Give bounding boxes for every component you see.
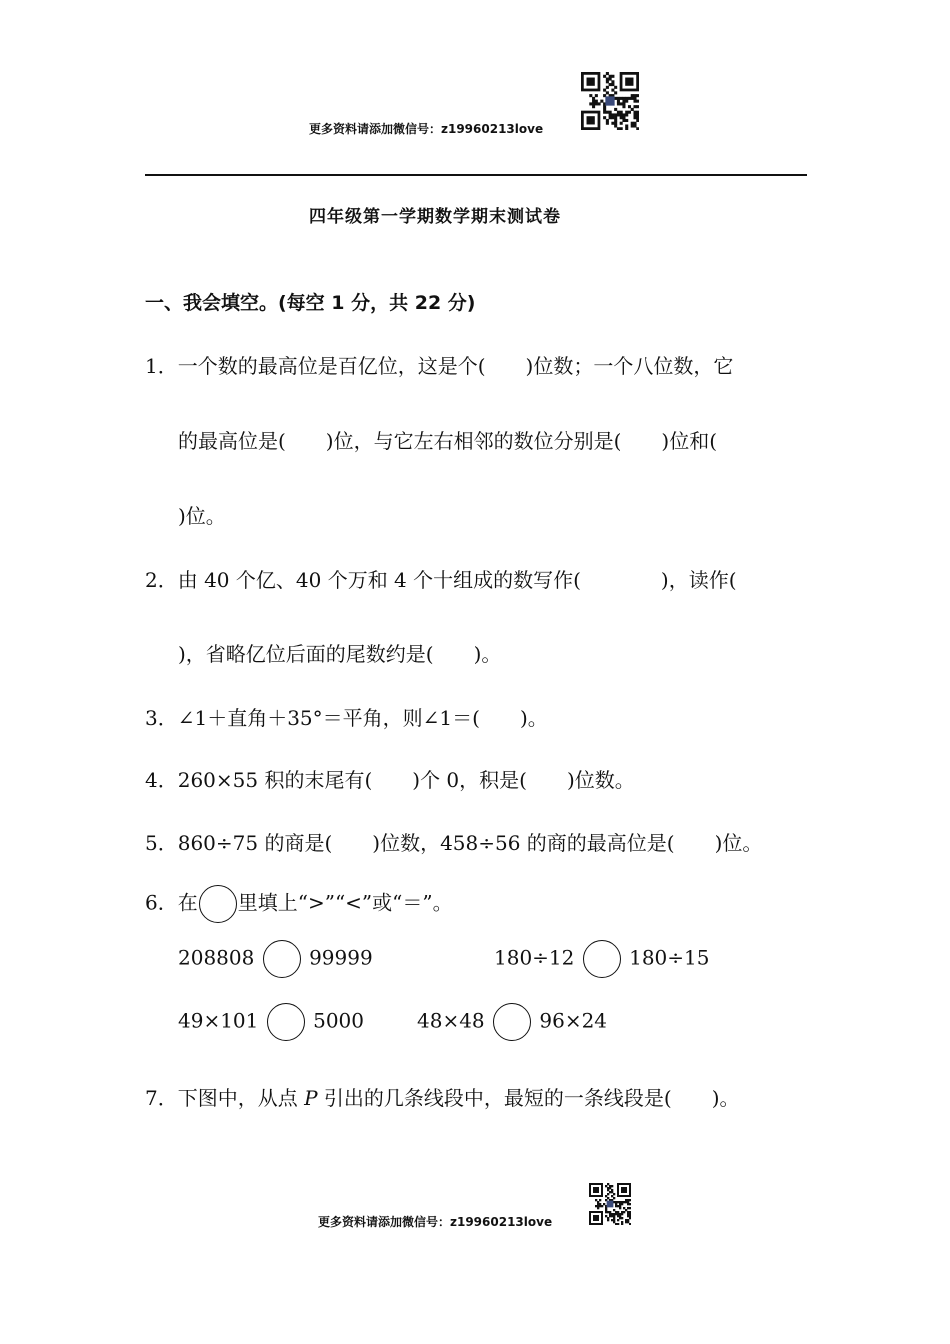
comparison-right: 96×24 bbox=[539, 1008, 608, 1033]
answer-circle[interactable] bbox=[583, 940, 621, 978]
question-7 bbox=[145, 1082, 740, 1111]
question-1-line-2: 的最高位是( )位，与它左右相邻的数位分别是( )位和( bbox=[178, 429, 718, 453]
question-2-line-2: )，省略亿位后面的尾数约是( )。 bbox=[178, 642, 502, 666]
question-3: 3．∠1＋直角＋35°＝平角，则∠1＝( )。 bbox=[145, 706, 548, 730]
point-label: P bbox=[304, 1086, 318, 1110]
footer-wechat-text: 更多资料请添加微信号：z19960213love bbox=[318, 1215, 553, 1229]
question-4: 4．260×55 积的末尾有( )个 0，积是( )位数。 bbox=[145, 768, 635, 792]
answer-circle[interactable] bbox=[263, 940, 301, 978]
header-divider bbox=[145, 174, 807, 176]
comparison-left: 208808 bbox=[178, 945, 255, 970]
question-5: 5．860÷75 的商是( )位数，458÷56 的商的最高位是( )位。 bbox=[145, 831, 763, 855]
section-heading: 一、我会填空。(每空 1 分，共 22 分) bbox=[145, 292, 476, 314]
comparison-left: 48×48 bbox=[417, 1008, 485, 1033]
question-6-suffix: 里填上“>”“<”或“＝”。 bbox=[237, 890, 453, 915]
header-wechat-text: 更多资料请添加微信号：z19960213love bbox=[309, 122, 544, 136]
answer-circle[interactable] bbox=[493, 1003, 531, 1041]
comparison-item-4 bbox=[417, 1003, 607, 1041]
comparison-right: 180÷15 bbox=[629, 945, 710, 970]
comparison-left: 180÷12 bbox=[494, 945, 575, 970]
answer-circle[interactable] bbox=[267, 1003, 305, 1041]
comparison-item-3 bbox=[178, 1003, 364, 1041]
comparison-right: 99999 bbox=[309, 945, 373, 970]
question-6-instruction bbox=[145, 885, 453, 923]
question-1-line-3: )位。 bbox=[178, 504, 226, 528]
qr-code-icon bbox=[589, 1183, 631, 1225]
question-1-line-1: 1．一个数的最高位是百亿位，这是个( )位数；一个八位数，它 bbox=[145, 354, 734, 378]
question-2-line-1: 2．由 40 个亿、40 个万和 4 个十组成的数写作( )，读作( bbox=[145, 568, 737, 592]
comparison-right: 5000 bbox=[313, 1008, 365, 1033]
question-7-suffix: 引出的几条线段中，最短的一条线段是( )。 bbox=[317, 1086, 740, 1110]
question-7-prefix: 7．下图中，从点 bbox=[145, 1086, 305, 1110]
comparison-item-1 bbox=[178, 940, 373, 978]
compare-circle-icon bbox=[199, 885, 237, 923]
question-6-prefix: 6．在 bbox=[145, 890, 198, 915]
comparison-item-2 bbox=[494, 940, 710, 978]
page-title: 四年级第一学期数学期末测试卷 bbox=[309, 207, 561, 227]
comparison-left: 49×101 bbox=[178, 1008, 259, 1033]
qr-code-icon bbox=[581, 72, 639, 130]
